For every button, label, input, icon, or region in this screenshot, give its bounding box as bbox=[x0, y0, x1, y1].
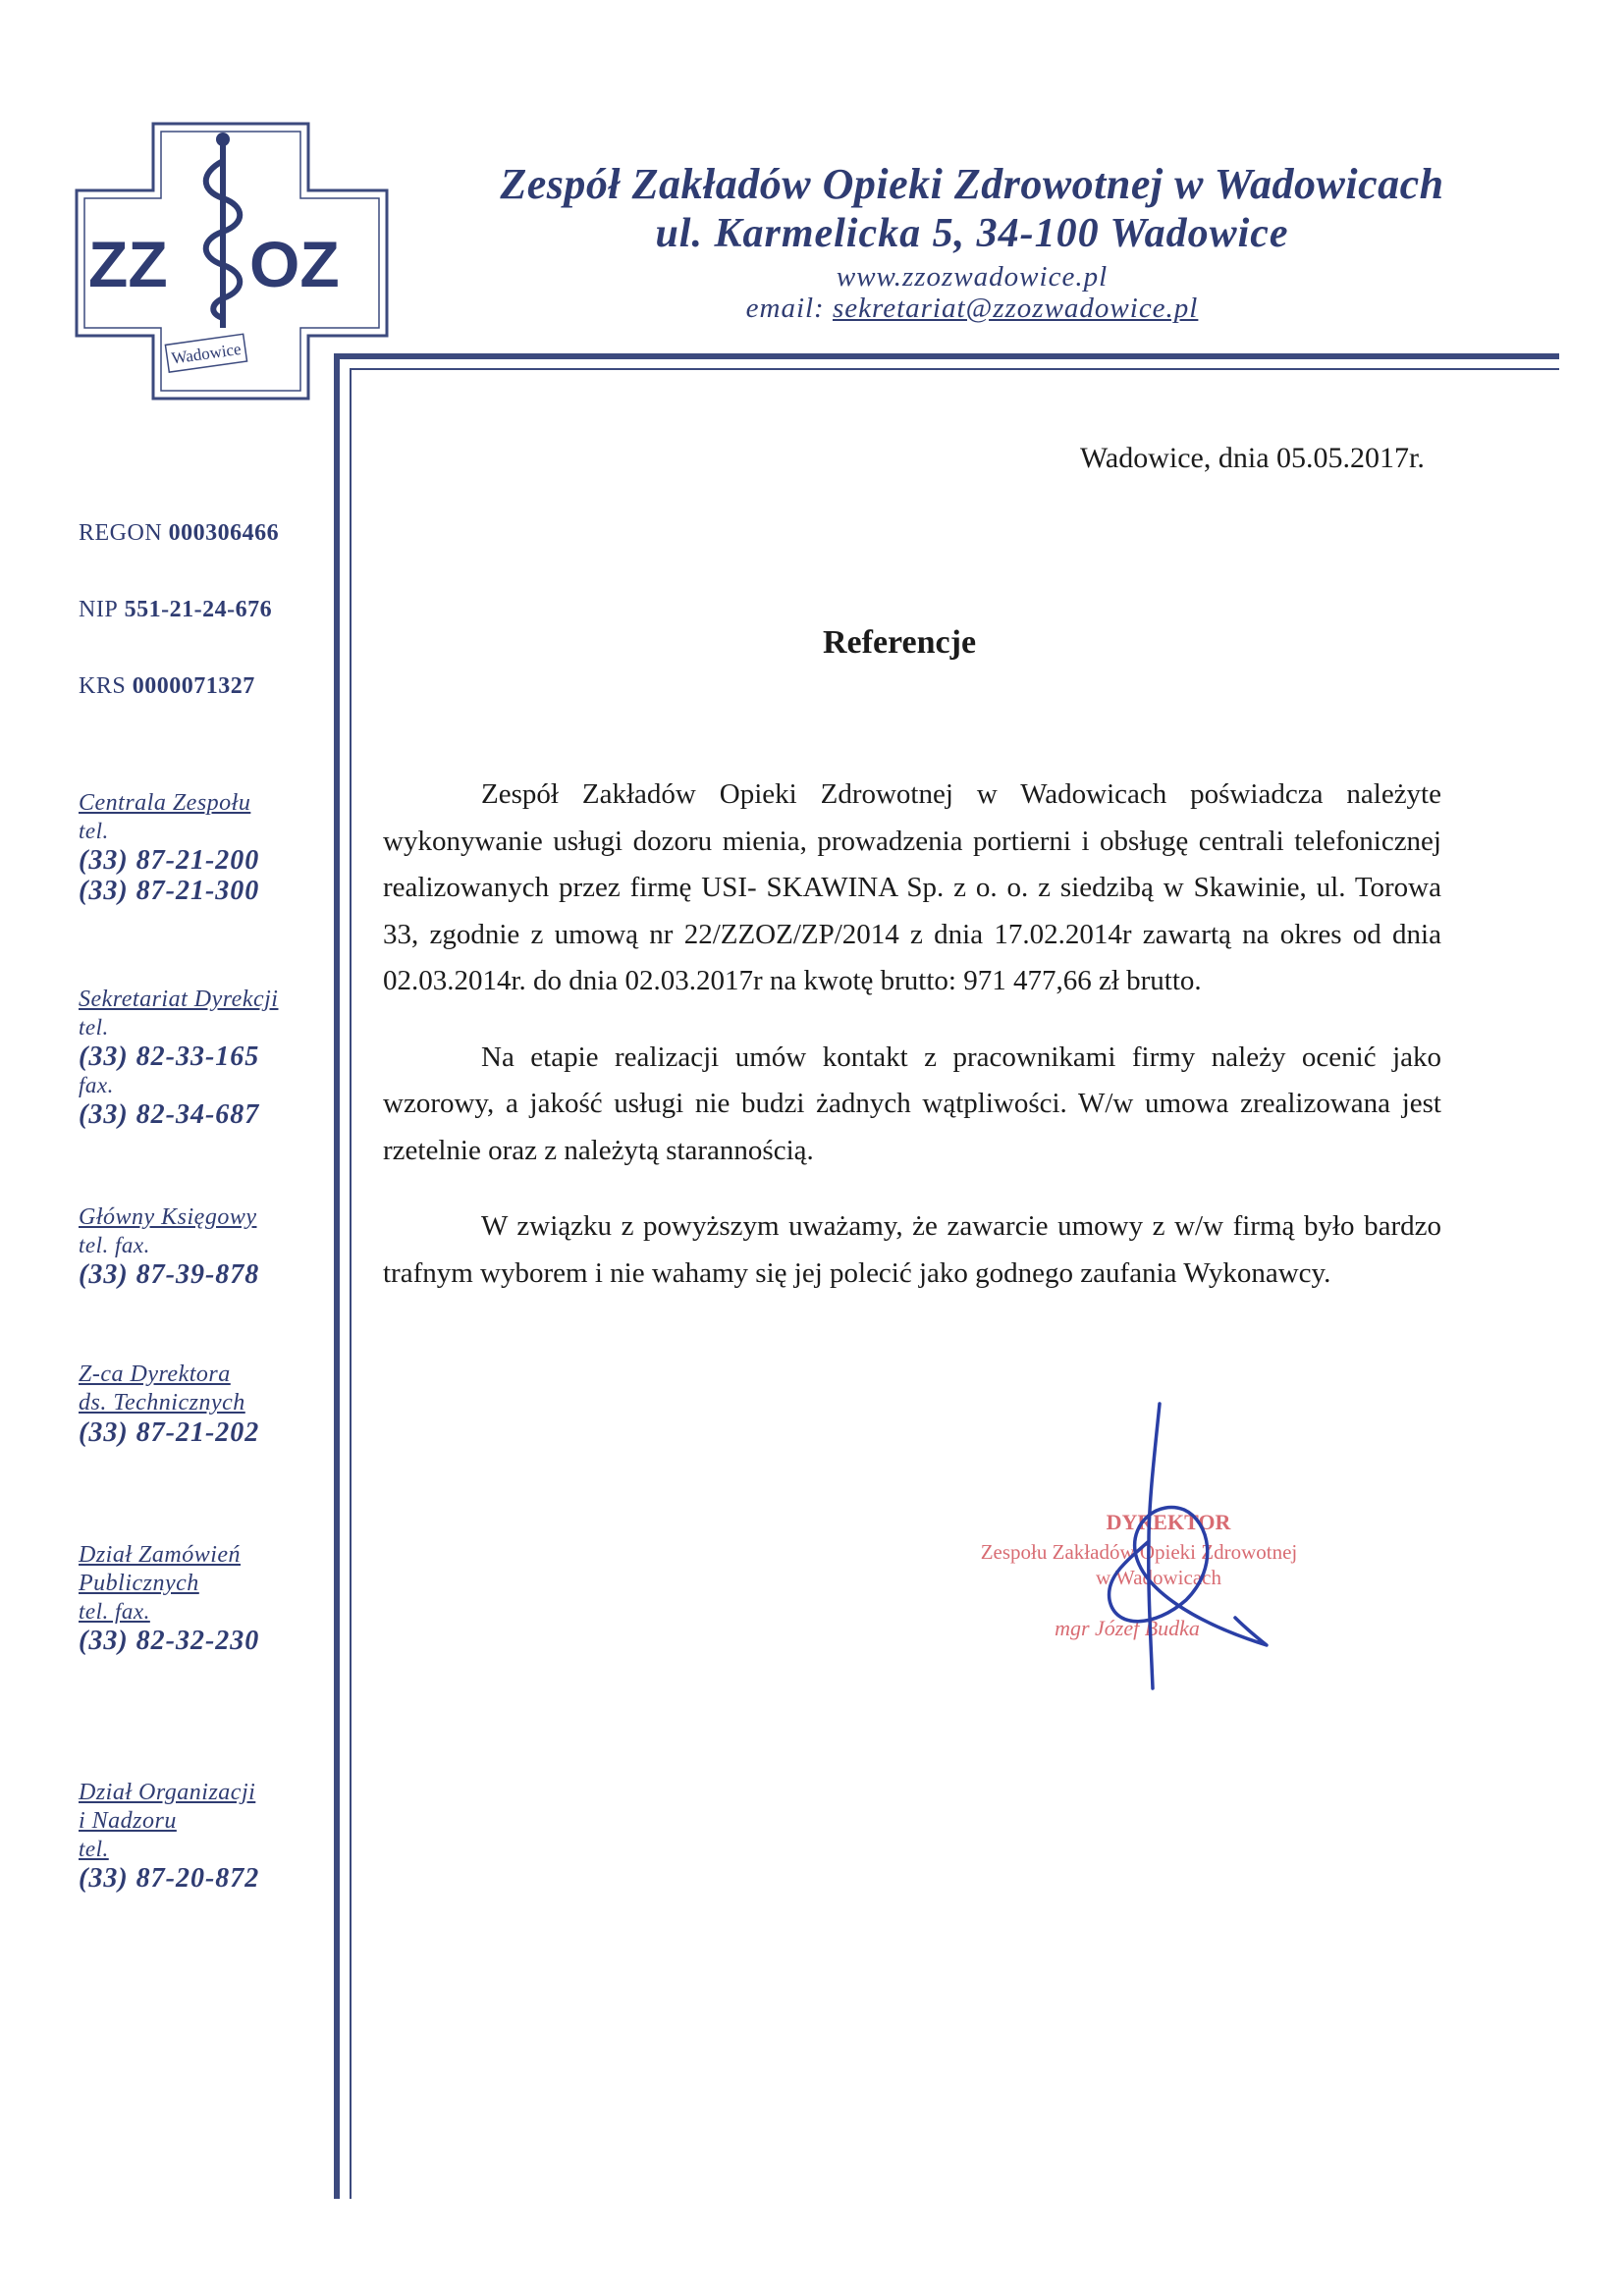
contact-title-2: i Nadzoru bbox=[79, 1808, 177, 1834]
contact-zamowienia bbox=[79, 1541, 334, 1656]
letter-body bbox=[383, 772, 1441, 1326]
nip-value: 551-21-24-676 bbox=[124, 597, 273, 622]
krs-value: 0000071327 bbox=[132, 673, 255, 699]
regon-label: REGON bbox=[79, 520, 163, 546]
contact-number: (33) 87-21-202 bbox=[79, 1417, 260, 1448]
contact-title-2: ds. Technicznych bbox=[79, 1390, 245, 1415]
contact-number: (33) 82-34-687 bbox=[79, 1099, 260, 1130]
logo-letters-right: OZ bbox=[249, 228, 340, 300]
stamp-and-signature bbox=[962, 1394, 1375, 1747]
contact-label: tel. bbox=[79, 1837, 109, 1861]
krs bbox=[79, 673, 255, 700]
contact-label: tel. fax. bbox=[79, 1233, 150, 1257]
letter-date: Wadowice, dnia 05.05.2017r. bbox=[1080, 442, 1425, 474]
contact-number: (33) 82-32-230 bbox=[79, 1626, 260, 1656]
contact-zca-dyrektora bbox=[79, 1361, 334, 1448]
contact-number: (33) 87-21-300 bbox=[79, 876, 260, 906]
contact-label: tel. fax. bbox=[79, 1599, 150, 1624]
contact-label: fax. bbox=[79, 1073, 114, 1097]
contact-organizacja bbox=[79, 1779, 334, 1894]
stamp-line-institution: Zespołu Zakładów Opieki Zdrowotnej bbox=[980, 1540, 1298, 1564]
header-rule bbox=[334, 353, 1559, 359]
letter-title: Referencje bbox=[823, 624, 977, 661]
contact-title: Główny Księgowy bbox=[79, 1204, 257, 1230]
header-rule-thin bbox=[350, 368, 1559, 370]
stamp-line-person: mgr Józef Budka bbox=[1055, 1616, 1200, 1640]
institution-name: Zespół Zakładów Opieki Zdrowotnej w Wadowicach bbox=[500, 160, 1444, 208]
contact-title: Sekretariat Dyrekcji bbox=[79, 987, 279, 1012]
institution-email: sekretariat@zzozwadowice.pl bbox=[832, 293, 1199, 324]
contact-ksiegowy bbox=[79, 1203, 334, 1290]
nip bbox=[79, 597, 272, 623]
email-label: email: bbox=[745, 293, 825, 324]
letter-paragraph: Na etapie realizacji umów kontakt z pracownikami firmy należy ocenić jako wzorowy, a jakość usługi nie budzi żadnych wątpliwości. W/w umowa zrealizowana jest rzetelnie oraz z należytą starannością. bbox=[383, 1041, 1441, 1166]
stamp-line-city: w Wadowicach bbox=[1096, 1566, 1221, 1589]
contact-title: Z-ca Dyrektora bbox=[79, 1362, 231, 1387]
regon bbox=[79, 520, 279, 547]
institution-email-line bbox=[412, 293, 1532, 324]
contact-label: tel. bbox=[79, 819, 109, 843]
letter-paragraph: Zespół Zakładów Opieki Zdrowotnej w Wadowicach poświadcza należyte wykonywanie usługi dozoru mienia, prowadzenia portierni i obsługę centrali telefonicznej realizowanych przez firmę USI- SKAWINA Sp. z o. o. z siedzibą w Skawinie, ul. Torowa 33, zgodnie z umową nr 22/ZZOZ/ZP/2014 z dnia 17.02.2014r zawartą na okres od dnia 02.03.2014r. do dnia 02.03.2017r na kwotę brutto: 971 477,66 zł brutto. bbox=[383, 778, 1441, 996]
contact-number: (33) 82-33-165 bbox=[79, 1041, 260, 1072]
contact-title-2: Publicznych bbox=[79, 1571, 199, 1596]
letterhead bbox=[412, 159, 1532, 324]
contact-number: (33) 87-21-200 bbox=[79, 845, 260, 876]
logo-city: Wadowice bbox=[170, 339, 243, 368]
institution-address: ul. Karmelicka 5, 34-100 Wadowice bbox=[655, 211, 1289, 256]
contact-label: tel. bbox=[79, 1015, 109, 1040]
contact-title: Dział Zamówień bbox=[79, 1542, 242, 1568]
contact-title: Dział Organizacji bbox=[79, 1780, 256, 1805]
contact-centrala bbox=[79, 789, 334, 906]
letter-paragraph: W związku z powyższym uważamy, że zawarcie umowy z w/w firmą było bardzo trafnym wyborem i nie wahamy się jej polecić jako godnego zaufania Wykonawcy. bbox=[383, 1210, 1441, 1289]
contact-number: (33) 87-20-872 bbox=[79, 1863, 260, 1894]
contact-number: (33) 87-39-878 bbox=[79, 1259, 260, 1290]
sidebar-rule-thin bbox=[350, 368, 352, 2199]
logo-letters-left: ZZ bbox=[88, 228, 168, 300]
contact-sekretariat bbox=[79, 986, 334, 1130]
krs-label: KRS bbox=[79, 673, 127, 699]
contact-title: Centrala Zespołu bbox=[79, 790, 251, 816]
sidebar-rule bbox=[334, 353, 340, 2199]
regon-value: 000306466 bbox=[168, 520, 280, 546]
institution-website: www.zzozwadowice.pl bbox=[836, 261, 1109, 293]
nip-label: NIP bbox=[79, 597, 119, 622]
stamp-line-title: DYREKTOR bbox=[1106, 1510, 1231, 1534]
